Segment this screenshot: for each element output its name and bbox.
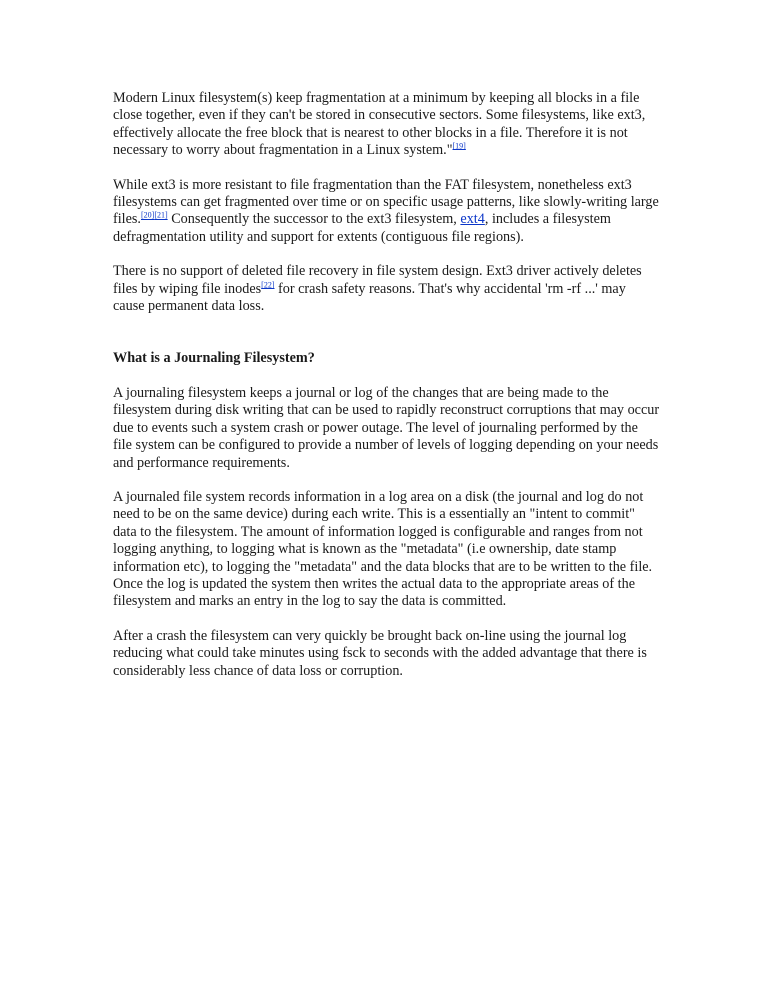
citation-link-22[interactable]: [22]	[261, 279, 275, 289]
paragraph-text: Modern Linux filesystem(s) keep fragmentation at a minimum by keeping all blocks in a file close together, even if they can't be stored in consecutive sectors. Some filesystems, like ext3, effectively allocate the free block that is nearest to other blocks in a file. Therefore it is not necessary to worry about fragmentation in a Linux system."	[113, 90, 646, 159]
citation-link-21[interactable]: [21]	[154, 210, 168, 220]
citation-link-19[interactable]: [19]	[452, 141, 466, 151]
citation-link-20[interactable]: [20]	[140, 210, 155, 220]
section-heading-journaling: What is a Journaling Filesystem?	[113, 350, 315, 367]
citation-19	[453, 141, 466, 150]
paragraph-ext3-fragmentation	[113, 177, 660, 247]
paragraph-text: There is no support of deleted file recovery in file system design. Ext3 driver actively deletes files by wiping file inodes	[113, 263, 642, 297]
paragraph-text: Consequently the successor to the ext3 filesystem,	[167, 211, 461, 228]
paragraph-fragmentation	[113, 90, 660, 160]
paragraph-journaled-records: A journaled file system records information in a log area on a disk (the journal and log do not need to be on the same device) during each write. This is a essentially an "intent to commit" data to the filesystem. The amount of information logged is configurable and ranges from not logging anything, to logging what is known as the "metadata" (i.e ownership, date stamp information etc), to logging the "metadata" and the data blocks that are to be written to the file. Once the log is updated the system then writes the actual data to the appropriate areas of the filesystem and marks an entry in the log to say the data is committed.	[113, 488, 653, 610]
citation-22	[261, 280, 274, 289]
ext4-link[interactable]: ext4	[460, 211, 485, 228]
paragraph-journaling-definition: A journaling filesystem keeps a journal or log of the changes that are being made to the filesystem during disk writing that can be used to rapidly reconstruct corruptions that may occur due to events such a system crash or power outage. The level of journaling performed by the file system can be configured to provide a number of levels of logging depending on your needs and performance requirements.	[113, 384, 660, 471]
document-body	[113, 90, 660, 697]
paragraph-text: for crash safety reasons. That's why accidental 'rm -rf ...' may cause permanent data loss.	[113, 280, 626, 315]
paragraph-text: , includes a filesystem defragmentation utility and support for extents (contiguous file regions).	[113, 211, 611, 245]
citation-20-21	[141, 211, 168, 220]
paragraph-file-recovery	[113, 263, 660, 315]
paragraph-crash-recovery: After a crash the filesystem can very quickly be brought back on-line using the journal log reducing what could take minutes using fsck to seconds with the added advantage that there is considerably less chance of data loss or corruption.	[113, 627, 647, 679]
paragraph-text: While ext3 is more resistant to file fragmentation than the FAT filesystem, nonetheless ext3 filesystems can get fragmented over time or on specific usage patterns, like slowly-writing large files.	[113, 176, 659, 228]
